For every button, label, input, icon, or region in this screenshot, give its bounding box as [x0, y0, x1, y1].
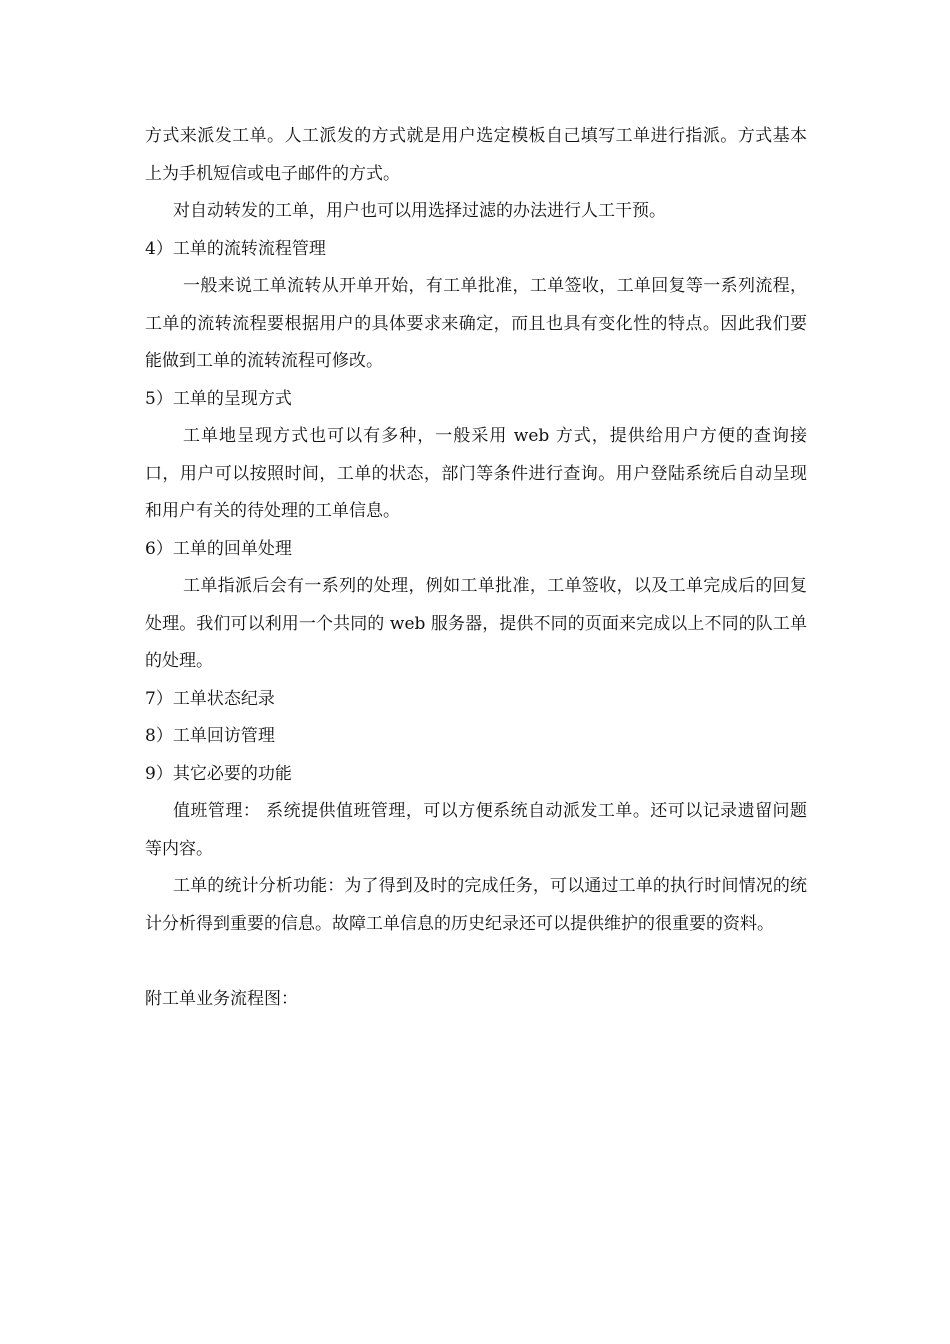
section-heading-5: 5）工单的呈现方式 — [145, 388, 292, 409]
paragraph-reply-handling: 工单指派后会有一系列的处理，例如工单批准，工单签收，以及工单完成后的回复处理。我们可以利用一个共同的 web 服务器，提供不同的页面来完成以上不同的队工单的处理。 — [145, 576, 807, 671]
section-heading-7: 7）工单状态纪录 — [145, 688, 275, 709]
section-heading-6: 6）工单的回单处理 — [145, 538, 292, 559]
paragraph-flow-management: 一般来说工单流转从开单开始，有工单批准，工单签收，工单回复等一系列流程，工单的流转流程要根据用户的具体要求来确定，而且也具有变化性的特点。因此我们要能做到工单的流转流程可修改。 — [145, 276, 807, 371]
blank-line — [145, 943, 807, 981]
paragraph-duty-management: 值班管理： 系统提供值班管理，可以方便系统自动派发工单。还可以记录遗留问题等内容。 — [145, 801, 807, 859]
paragraph-manual-dispatch: 方式来派发工单。人工派发的方式就是用户选定模板自己填写工单进行指派。方式基本上为手机短信或电子邮件的方式。 — [145, 126, 807, 184]
paragraph-statistics: 工单的统计分析功能：为了得到及时的完成任务，可以通过工单的执行时间情况的统计分析得到重要的信息。故障工单信息的历史纪录还可以提供维护的很重要的资料。 — [145, 876, 807, 934]
paragraph-auto-forward: 对自动转发的工单，用户也可以用选择过滤的办法进行人工干预。 — [173, 201, 666, 221]
section-heading-9: 9）其它必要的功能 — [145, 763, 292, 784]
paragraph-appendix-flowchart: 附工单业务流程图： — [145, 988, 298, 1009]
section-heading-8: 8）工单回访管理 — [145, 726, 275, 746]
document-body — [145, 118, 807, 1018]
paragraph-presentation: 工单地呈现方式也可以有多种，一般采用 web 方式，提供给用户方便的查询接口，用户可以按照时间，工单的状态，部门等条件进行查询。用户登陆系统后自动呈现和用户有关的待处理的工单信息。 — [145, 426, 807, 521]
section-heading-4: 4）工单的流转流程管理 — [145, 238, 326, 259]
